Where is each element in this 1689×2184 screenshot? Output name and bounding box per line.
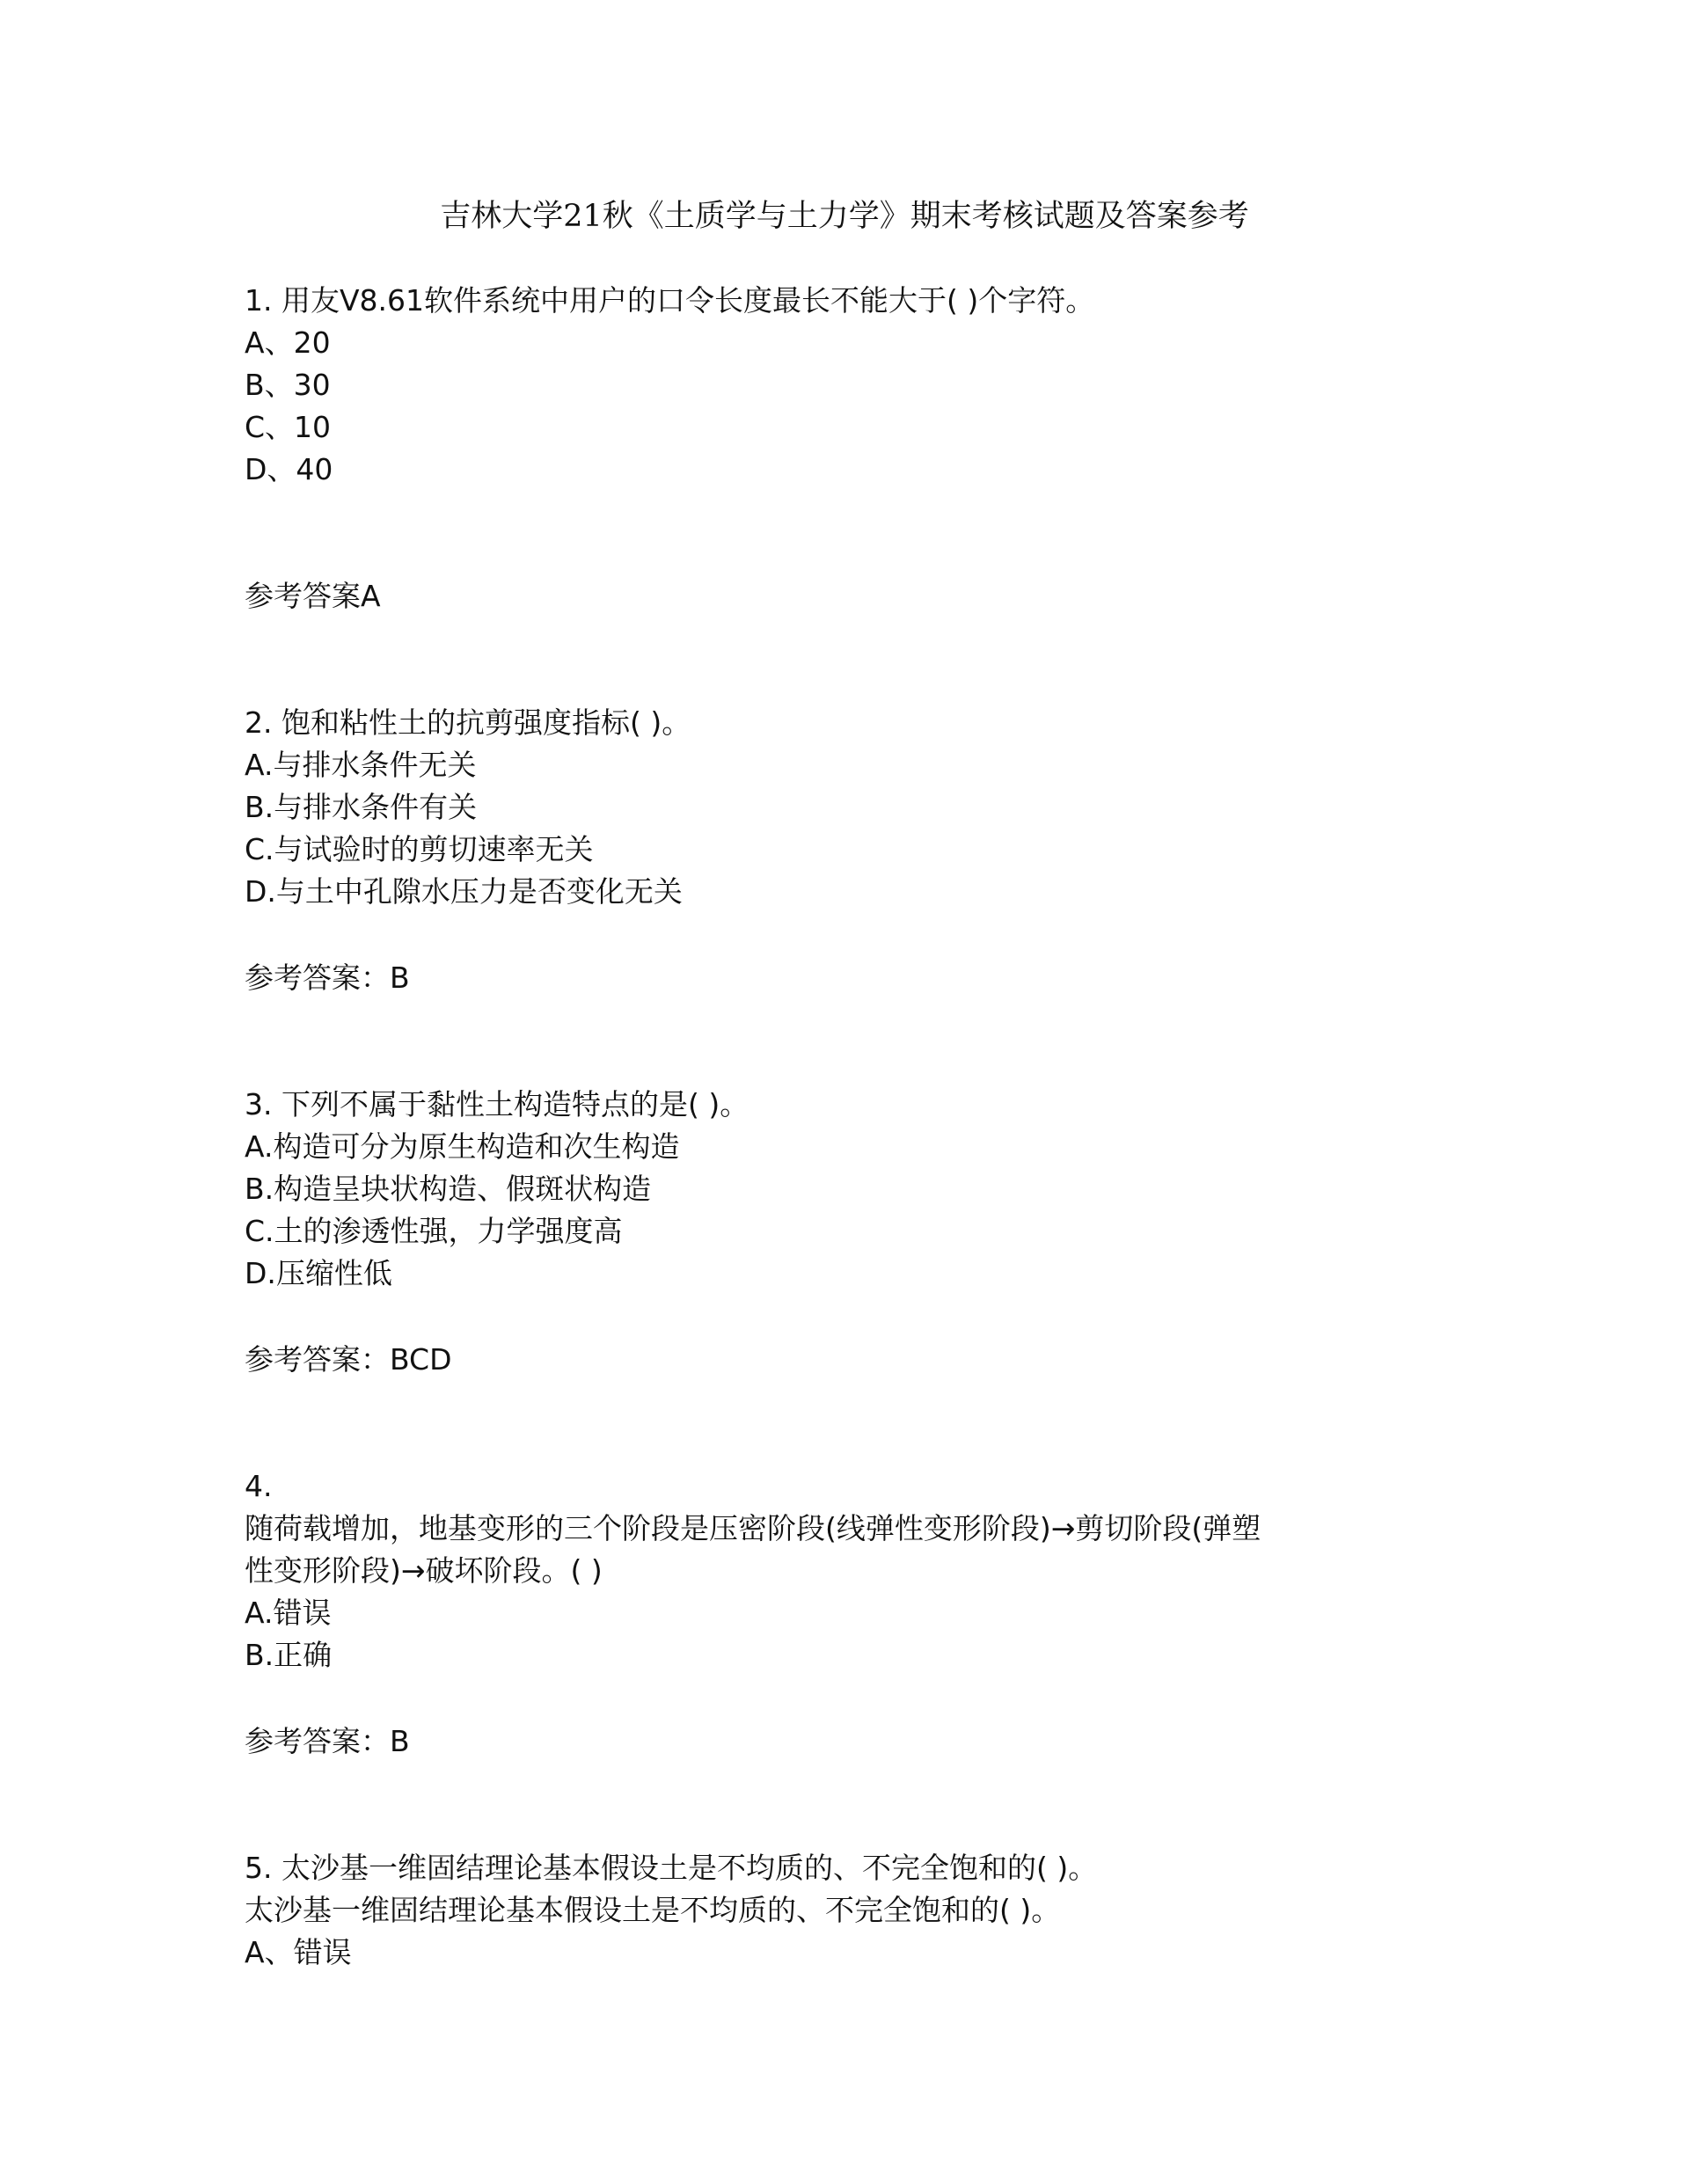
question-3 [245, 1084, 1459, 1381]
option-a: A.构造可分为原生构造和次生构造 [245, 1129, 680, 1164]
option-c: C.与试验时的剪切速率无关 [245, 832, 594, 866]
option-d: D.与土中孔隙水压力是否变化无关 [245, 874, 683, 909]
question-stem-line-1: 随荷载增加，地基变形的三个阶段是压密阶段(线弹性变形阶段)→剪切阶段(弹塑 [245, 1511, 1261, 1545]
answer-reference: 参考答案A [245, 579, 381, 613]
option-b: B.构造呈块状构造、假斑状构造 [245, 1172, 652, 1206]
option-b: B.正确 [245, 1638, 333, 1672]
document-title: 吉林大学21秋《土质学与土力学》期末考核试题及答案参考 [440, 199, 1249, 234]
option-a: A.与排水条件无关 [245, 748, 477, 782]
question-stem-line-2: 性变形阶段)→破坏阶段。( ) [245, 1553, 603, 1588]
option-a: A、20 [245, 325, 331, 360]
question-number: 4. [245, 1469, 273, 1503]
answer-reference: 参考答案：B [245, 1724, 410, 1758]
question-list [245, 280, 1459, 1974]
question-stem: 2. 饱和粘性土的抗剪强度指标( )。 [245, 705, 691, 740]
question-stem: 1. 用友V8.61软件系统中用户的口令长度最长不能大于( )个字符。 [245, 283, 1095, 318]
question-1 [245, 280, 1459, 617]
option-c: C.土的渗透性强，力学强度高 [245, 1214, 623, 1248]
option-a: A.错误 [245, 1596, 332, 1630]
question-4 [245, 1465, 1459, 1763]
question-stem-repeat: 太沙基一维固结理论基本假设土是不均质的、不完全饱和的( )。 [245, 1893, 1061, 1927]
option-b: B.与排水条件有关 [245, 790, 478, 824]
answer-reference: 参考答案：B [245, 961, 410, 995]
question-2 [245, 702, 1459, 999]
option-c: C、10 [245, 410, 332, 444]
option-d: D.压缩性低 [245, 1256, 392, 1290]
option-d: D、40 [245, 452, 333, 486]
question-5 [245, 1847, 1459, 1974]
option-a: A、错误 [245, 1935, 352, 1969]
question-stem: 5. 太沙基一维固结理论基本假设土是不均质的、不完全饱和的( )。 [245, 1851, 1098, 1885]
option-b: B、30 [245, 368, 331, 402]
answer-reference: 参考答案：BCD [245, 1342, 452, 1377]
question-stem: 3. 下列不属于黏性土构造特点的是( )。 [245, 1087, 749, 1121]
